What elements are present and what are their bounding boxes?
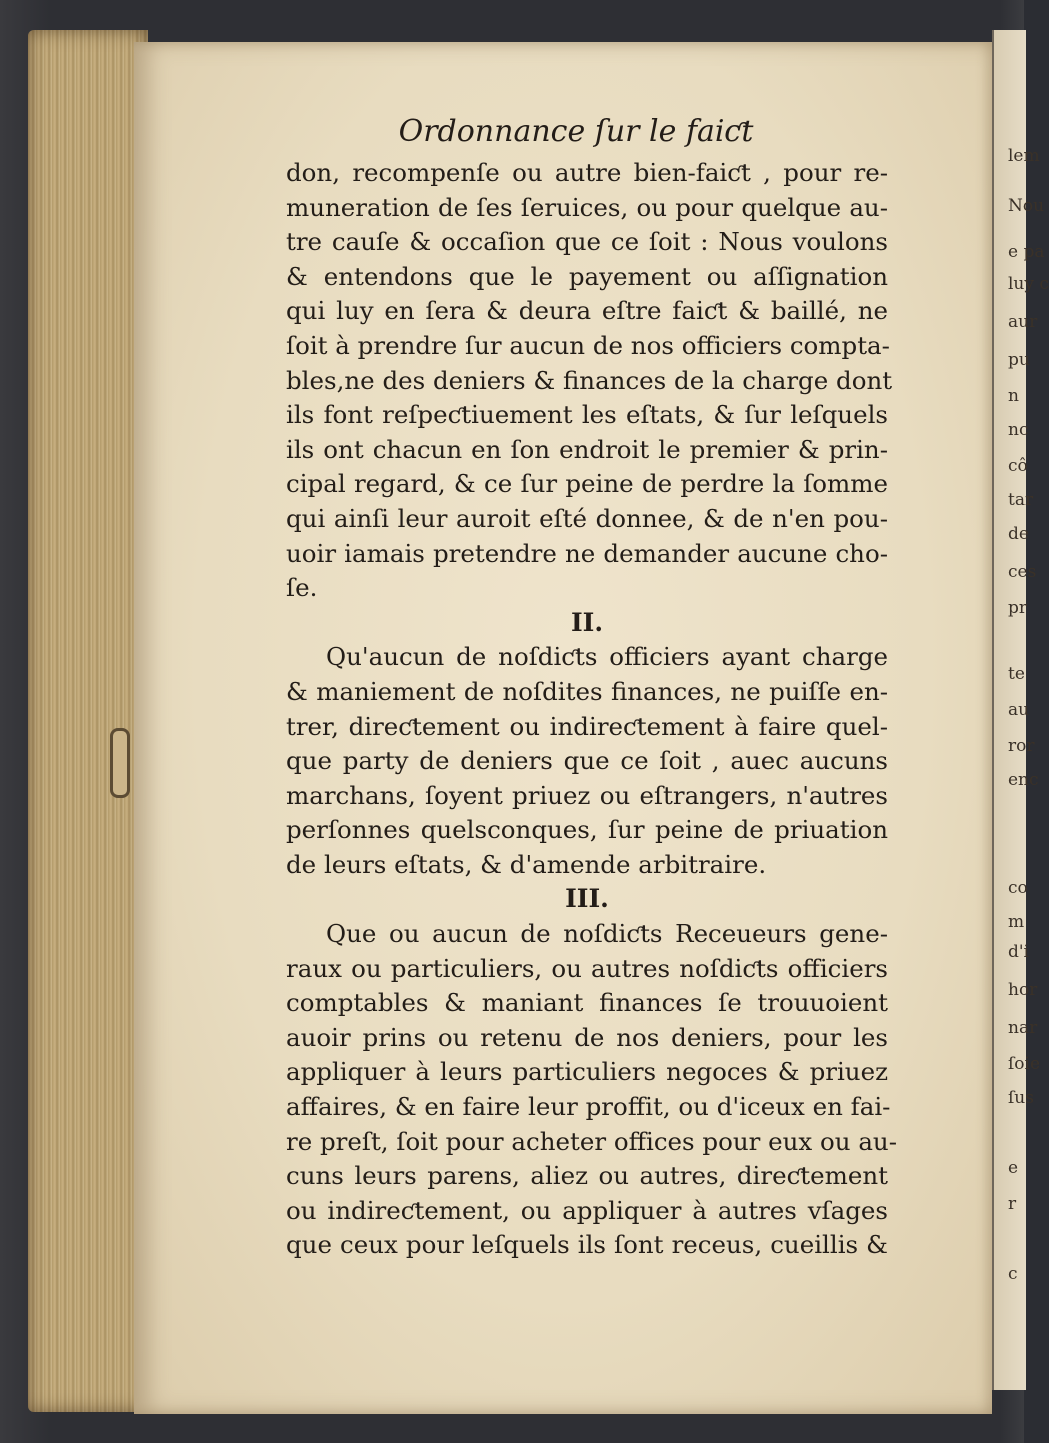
text-line: que party de deniers que ce ſoit , auec aucuns (286, 746, 888, 776)
facing-fragment: enc (1008, 770, 1039, 790)
facing-fragment: lem (1008, 146, 1040, 166)
paragraph-1 (286, 156, 893, 606)
text-line: uoir iamais pretendre ne demander aucune cho- (286, 538, 888, 568)
text-line: Que ou aucun de noſdiƈts Receueurs gene- (326, 919, 888, 949)
text-line: affaires, & en faire leur proffit, ou d'iceux en fai- (286, 1092, 891, 1122)
article-numeral-2: II. (570, 607, 604, 637)
text-line: & maniement de noſdites finances, ne puiſſe en- (286, 676, 888, 706)
facing-fragment: e pa (1008, 242, 1045, 262)
text-line: appliquer à leurs particuliers negoces & priuez (286, 1057, 888, 1087)
article-numeral-3: III. (565, 884, 609, 914)
text-line: muneration de ſes ſeruices, ou pour quelque au- (286, 192, 888, 222)
facing-fragment: ces (1008, 562, 1037, 582)
facing-fragment: de (1008, 524, 1029, 544)
facing-fragment: nar (1008, 1018, 1038, 1038)
running-head: Ordonnance ſur le faiƈt (398, 114, 754, 149)
text-line: ils font reſpeƈtiuement les eſtats, & ſur leſquels (286, 400, 888, 430)
text-line: ils ont chacun en ſon endroit le premier & prin- (286, 434, 888, 464)
text-line: ſoit à prendre ſur aucun de nos officiers compta- (286, 330, 890, 360)
facing-fragment: r (1008, 1194, 1017, 1214)
paragraph-3 (286, 917, 897, 1263)
text-line: don, recompenſe ou autre bien-faiƈt , pour re- (286, 158, 888, 187)
text-line: qui luy en ſera & deura eſtre faiƈt & baillé, ne (286, 296, 888, 326)
facing-fragment: co (1008, 878, 1028, 898)
facing-fragment: e (1008, 1158, 1019, 1178)
facing-fragment: n (1008, 386, 1019, 406)
text-line: que ceux pour leſquels ils ſont receus, cueillis & (286, 1230, 888, 1260)
text-line: de leurs eſtats, & d'amende arbitraire. (286, 849, 767, 879)
text-line: qui ainſi leur auroit eſté donnee, & de n'en pou- (286, 503, 888, 533)
facing-fragment: au (1008, 700, 1030, 720)
facing-fragment: tar (1008, 490, 1034, 510)
text-line: trer, direƈtement ou indireƈtement à faire quel- (286, 711, 888, 741)
facing-fragment: ſoie (1008, 1054, 1041, 1074)
facing-fragment: nc (1008, 420, 1029, 440)
facing-fragment: cô (1008, 456, 1028, 476)
facing-fragment: ſus (1008, 1088, 1034, 1108)
facing-page-sliver (992, 30, 1049, 1390)
facing-fragment: m (1008, 912, 1025, 932)
facing-fragment: luy c (1008, 274, 1049, 294)
text-line: tre cauſe & occaſion que ce ſoit : Nous voulons (286, 227, 888, 257)
facing-fragment: hor (1008, 980, 1038, 1000)
text-line: ou indireƈtement, ou appliquer à autres vſages (286, 1195, 888, 1225)
text-line: & entendons que le payement ou aſſignation (286, 261, 888, 291)
facing-fragment: pu (1008, 350, 1030, 370)
facing-fragment: c (1008, 1264, 1018, 1284)
text-line: re preſt, ſoit pour acheter offices pour eux ou au- (286, 1126, 897, 1156)
facing-fragment: ror (1008, 736, 1035, 756)
text-line: marchans, ſoyent priuez ou eſtrangers, n'autres (286, 780, 888, 810)
facing-fragment: aur (1008, 312, 1038, 332)
facing-fragment: d'i (1008, 942, 1029, 962)
facing-fragment: te (1008, 664, 1025, 684)
book-page-edges (28, 30, 148, 1412)
text-line: ſe. (286, 573, 318, 603)
text-line: cuns leurs parens, aliez ou autres, direƈtement (286, 1161, 888, 1191)
binding-clasp (110, 728, 130, 798)
paragraph-2 (286, 640, 888, 882)
text-line: Qu'aucun de noſdiƈts officiers ayant charge (326, 642, 888, 672)
text-line: comptables & maniant finances ſe trouuoient (286, 988, 888, 1018)
facing-fragment: pr (1008, 598, 1028, 618)
text-line: raux ou particuliers, ou autres noſdiƈts officiers (286, 953, 888, 983)
text-line: auoir prins ou retenu de nos deniers, pour les (286, 1022, 888, 1052)
page-text-block (286, 108, 897, 1263)
text-line: cipal regard, & ce ſur peine de perdre la ſomme (286, 469, 888, 499)
facing-fragment: Nou (1008, 196, 1045, 216)
text-line: perſonnes quelsconques, ſur peine de priuation (286, 815, 888, 845)
text-line: bles,ne des deniers & finances de la charge dont (286, 365, 893, 395)
